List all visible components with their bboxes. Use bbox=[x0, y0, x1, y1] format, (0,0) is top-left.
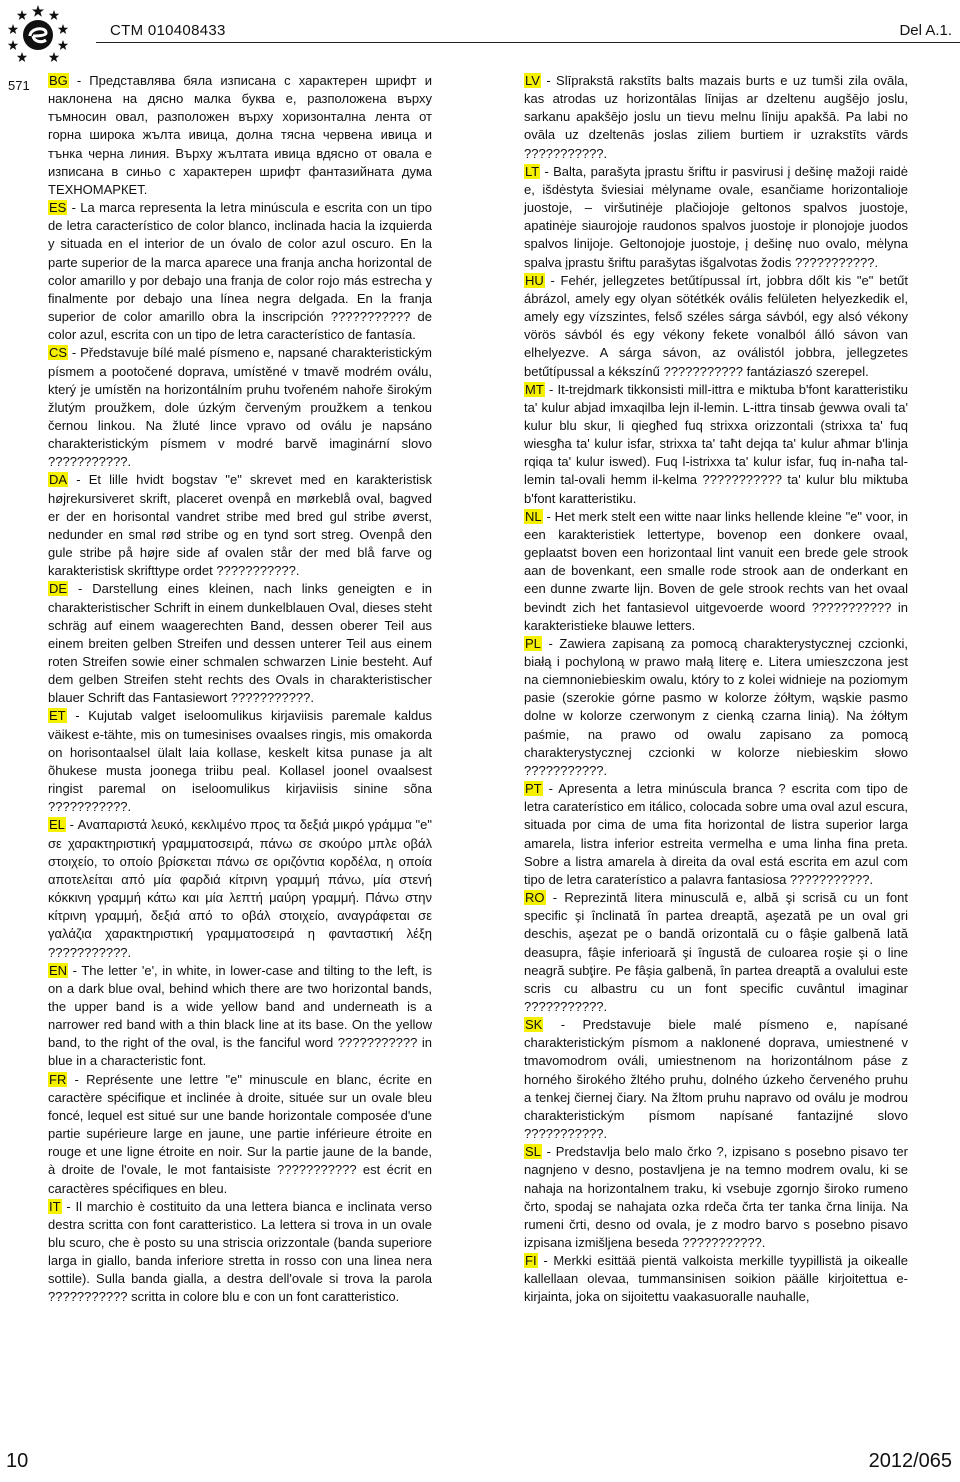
language-tag: LV bbox=[525, 73, 540, 88]
description-fr bbox=[48, 1071, 432, 1198]
description-text: - Αναπαριστά λευκό, κεκλιμένο προς τα δεξιά μικρό γράμμα "e" σε χαρακτηριστική γραμματοσειρά, πάνω σε σκούρο μπλε οβάλ στοιχείο, το οποίο βρίσκεται πάνω σε οριζόντια κορδέλα, η οποία αποτελείται από μία φαρδιά κίτρινη γραμμή πάνω, μία στενή κόκκινη γραμμή κάτω και μία λεπτή μαύρη γραμμή. Πάνω στην κίτρινη γραμμή, δεξιά από το οβάλ στοιχείο, αναγράφεται σε γαλάζια χαρακτηριστική γραμματοσειρά η φανταστική λέξη ???????????. bbox=[48, 817, 432, 960]
entry-number: 571 bbox=[8, 78, 30, 93]
description-cs bbox=[48, 344, 432, 471]
bulletin-issue: 2012/065 bbox=[868, 1450, 952, 1472]
description-sl bbox=[524, 1143, 908, 1252]
header-divider bbox=[96, 42, 960, 43]
language-tag: SL bbox=[525, 1144, 541, 1160]
language-tag: SK bbox=[525, 1017, 543, 1033]
description-sk bbox=[524, 1016, 908, 1143]
description-text: - Merkki esittää pientä valkoista merkille tyypillistä ja oikealle kallellaan olevaa, tummansinisen soikion päälle kirjoitettua e-kirjainta, joka on sijoitettu vaakasuoralle nauhalle, bbox=[524, 1253, 908, 1305]
language-tag: PT bbox=[525, 781, 542, 797]
description-text: - The letter 'e', in white, in lower-case and tilting to the left, is on a dark blue oval, behind which there are two horizontal bands, the upper band is a wide yellow band and underneath is a narrower red band with a thin black line at its base. On the yellow band, to the right of the oval, is the fanciful word ??????????? in blue in a characteristic font. bbox=[48, 962, 432, 1069]
language-tag: IT bbox=[49, 1198, 61, 1214]
description-ro bbox=[524, 889, 908, 1016]
description-nl bbox=[524, 508, 908, 635]
description-et bbox=[48, 707, 432, 816]
language-tag: RO bbox=[525, 890, 545, 906]
description-text: - Darstellung eines kleinen, nach links geneigten e in charakteristischer Schrift in einem dunkelblauen Oval, dieses steht schräg auf einem waagerechten Band, dessen oberer Teil aus einem breiten gelben Streifen und dessen unterer Teil aus einem roten Streifen sowie einer schmalen schwarzen Linie besteht. Auf dem gelben Streifen steht rechts des Ovals in charakteristischer blauer Schrift das Fantasiewort ???????????. bbox=[48, 581, 432, 706]
description-text: - Представлява бяла изписана с характерен шрифт и наклонена на дясно малка буква е, разположена върху тъмносин овал, разположен върху хоризонтална лента от горна широка жълта ивица, долна тясна червена ивица и тънка черна линия. Върху жълтата ивица вдясно от овала е изписана в синьо с характерен шрифт фантазийната дума ТЕХНОМАРКЕТ. bbox=[48, 73, 432, 197]
description-text: - Zawiera zapisaną za pomocą charakterystycznej czcionki, białą i pochyloną w prawo małą literę e. Litera umieszczona jest na ciemnoniebieskim owalu, który to z kolei widnieje na poziomym pasie (szerokie górne pasmo w kolorze żółtym, wąskie pasmo dolne w kolorze czerwonym z cienką czarna linią). Na żółtym paśmie, na prawo od owalu zapisano za pomocą charakterystycznej czcionki w kolorze niebieskim słowo ???????????. bbox=[524, 635, 908, 778]
description-text: - Slīprakstā rakstīts balts mazais burts e uz tumši zila ovāla, kas atrodas uz horizontālas līnijas ar dzeltenu augšējo joslu, sarkanu apakšējo joslu un tievu melnu līniju apakšā. Pa labi no ovāla uz dzeltenās joslas ziliem burtiem ir uzrakstīts vārds ???????????. bbox=[524, 73, 908, 161]
language-tag: EL bbox=[49, 817, 65, 833]
language-tag: FI bbox=[525, 1253, 537, 1269]
language-tag: CS bbox=[49, 345, 68, 361]
language-tag: BG bbox=[49, 73, 68, 88]
description-text: - Reprezintă litera minusculă e, albă şi scrisă cu un font specific şi înclinată în partea dreaptă, aşezată pe un oval gri deschis, aşezat pe o bandă orizontală cu o fâşie galbenă lată deasupra, fâşie inferioară şi îngustă de culoarea roşie şi o line neagră subţire. Pe fâşia galbenă, în partea dreaptă a ovalului este scris cu albastru cu un font specific cuvântul imaginar ???????????. bbox=[524, 890, 908, 1014]
language-tag: DE bbox=[49, 581, 68, 597]
description-text: - Il marchio è costituito da una lettera bianca e inclinata verso destra scritta con font caratteristico. La lettera si trova in un ovale blu scuro, che è posto su una striscia orizzontale (banda superiore larga in giallo, banda inferiore stretta in rosso con una linea nera sottile). Sulla banda gialla, a destra dell'ovale si trova la parola ??????????? scritta in colore blu e con un font caratteristico. bbox=[48, 1198, 432, 1305]
description-lt bbox=[524, 163, 908, 272]
language-tag: FR bbox=[49, 1071, 67, 1087]
page-number: 10 bbox=[6, 1450, 29, 1472]
language-tag: LT bbox=[525, 163, 540, 179]
section-reference: Del A.1. bbox=[899, 22, 952, 39]
language-tag: MT bbox=[525, 381, 544, 397]
description-text: - Balta, parašyta įprastu šriftu ir pasvirusi į dešinę mažoji raidė e, išdėstyta šviesiai mėlyname ovale, esančiame horizontalioje juostoje, – viršutinėje plačiojoje geltonos spalvos juostoje, apatinėje siaurojoje raudonos spalvos juostoje ir plonojoje juodos spalvos linijoje. Geltonojoje juostoje, į dešinę nuo ovalo, mėlyna spalva įprastu šriftu parašytas išgalvotas žodis ???????????. bbox=[524, 163, 908, 270]
language-tag: PL bbox=[525, 635, 541, 651]
description-bg bbox=[48, 72, 432, 199]
description-it bbox=[48, 1198, 432, 1307]
description-el bbox=[48, 816, 432, 961]
language-tag: DA bbox=[49, 472, 68, 488]
description-en bbox=[48, 962, 432, 1071]
description-hu bbox=[524, 272, 908, 381]
description-lv bbox=[524, 72, 908, 163]
description-text: - Kujutab valget iseloomulikus kirjaviisis paremale kaldus väikest e-tähte, mis on tumesinises ovaalses ringis, mis omakorda on horisontaalsel ülalt laia kollase, keskelt kitsa punase ja alt õhukese musta joonega triibu peal. Kollasel joonel ovaalsest ringist paremal on iseloomulikus kirjaviisis sinine sõna ???????????. bbox=[48, 708, 432, 815]
description-fi bbox=[524, 1252, 908, 1306]
description-text: - Představuje bílé malé písmeno e, napsané charakteristickým písmem a pootočené doprava, umístěné v tmavě modrém oválu, který je umístěn na horizontálním pruhu tvořeném nahoře širokým žlutým proužkem, dole úzkým červeným proužkem a tenkou černou linkou. Na žluté lince vpravo od oválu je napsáno charakteristickým písmem v modré barvě imaginární slovo ???????????. bbox=[48, 345, 432, 470]
description-text: - Fehér, jellegzetes betűtípussal írt, jobbra dőlt kis "e" betűt ábrázol, amely egy olyan sötétkék ovális felületen helyezkedik el, amely egy vízszintes, felső széles sárga sávból, egy alsó vékony vörös sávból és egy vékony fekete vonalból álló sávon van elhelyezve. A sárga sávon, az oválistól jobbra, jellegzetes betűtípussal a kékszínű ??????????? fantáziaszó szerepel. bbox=[524, 272, 908, 379]
left-column bbox=[48, 72, 432, 1307]
description-es bbox=[48, 199, 432, 344]
description-text: - La marca representa la letra minúscula e escrita con un tipo de letra característico de color blanco, inclinada hacia la izquierda y situada en el interior de un óvalo de color azul oscuro. En la parte superior de la marca aparece una franja ancha horizontal de color amarillo y por debajo una franja de color rojo más estrecha y finalmente por debajo una línea negra delgada. En la franja superior de color amarillo obra la inscripción ??????????? de color azul, escrita con un tipo de letra característico de fantasía. bbox=[48, 200, 432, 343]
language-tag: ET bbox=[49, 708, 66, 724]
description-de bbox=[48, 580, 432, 707]
description-text: - Het merk stelt een witte naar links hellende kleine "e" voor, in een karakteristiek lettertype, bovenop een donkere ovaal, geplaatst boven een horizontaal lint vanuit een brede gele strook aan de bovenkant, een smalle rode strook aan de onderkant en een dunne zwarte lijn. Boven de gele strook rechts van het ovaal bevindt zich het fantasievol uitgevoerde woord ??????????? in karakteristieke blauwe letters. bbox=[524, 508, 908, 633]
language-tag: ES bbox=[49, 200, 67, 216]
description-mt bbox=[524, 381, 908, 508]
language-tag: EN bbox=[49, 962, 68, 978]
language-tag: HU bbox=[525, 272, 544, 288]
language-tag: NL bbox=[525, 508, 542, 524]
description-pt bbox=[524, 780, 908, 889]
description-text: - Et lille hvidt bogstav "e" skrevet med en karakteristisk højrekursiveret skrift, placeret ovenpå en mørkeblå oval, bagved er der en horisontal vandret stribe med bred gul stribe øverst, nedunder en smal rød stribe og en tynd sort streg. Ovenpå den gule stribe på højre side af ovalen står der med blå farve og karakteristisk skrifttype ordet ???????????. bbox=[48, 472, 432, 579]
description-text: - It-trejdmark tikkonsisti mill-ittra e miktuba b'font karatteristiku ta' kulur abjad imxaqilba lejn il-lemin. L-ittra tinsab ġewwa ovali ta' kulur blu skur, li qiegħed fuq strixxa orizzontali (strixxa ta' fuq wiesgħa ta' kulur isfar, strixxa ta' taħt dejqa ta' kulur aħmar b'linja rqiqa ta' kulur iswed). Fuq l-istrixxa ta' kulur isfar, fuq in-naħa tal-lemin tal-ovali hemm il-kelma ??????????? ta' kulur blu miktuba b'font karatteristiku. bbox=[524, 381, 908, 506]
description-text: - Predstavlja belo malo črko ?, izpisano s posebno pisavo ter nagnjeno v desno, postavljena je na temno modrem ovalu, ki se nahaja na horizontalnem traku, ki vsebuje zgornjo široko rumeno črto, spodaj se nahajata ozka rdeča črta ter tanka črna linija. Na rumeni črti, desno od ovala, je z modro barvo s posebno pisavo izpisana izmišljena beseda ???????????. bbox=[524, 1144, 908, 1250]
right-column bbox=[524, 72, 908, 1307]
description-da bbox=[48, 471, 432, 580]
logo-graphic bbox=[6, 2, 70, 66]
document-id: CTM 010408433 bbox=[110, 22, 226, 39]
description-text: - Apresenta a letra minúscula branca ? escrita com tipo de letra caraterístico em itálico, colocada sobre uma oval azul escura, situada por cima de uma fita horizontal de listra superior larga amarela, listra inferior estreita vermelha e uma linha fina preta. Sobre a listra amarela à direita da oval está escrita em azul com tipo de letra caraterístico a palavra fantasiosa ???????????. bbox=[524, 781, 908, 887]
description-text: - Predstavuje biele malé písmeno e, napísané charakteristickým písmom a naklonené doprava, umiestnené v tmavomodrom ováli, umiestnenom na horizontálnom páse z horného širokého žltého pruhu, dolného úzkeho červeného pruhu a tenkej čiernej čiary. Na žltom pruhu napravo od oválu je modrou charakteristickým písmom napísané fantazijné slovo ???????????. bbox=[524, 1017, 908, 1142]
description-pl bbox=[524, 635, 908, 780]
euipo-logo bbox=[6, 2, 70, 66]
description-text: - Représente une lettre "e" minuscule en blanc, écrite en caractère spécifique et inclinée à droite, située sur un ovale bleu foncé, lequel est situé sur une bande horizontale composée d'une partie supérieure large en jaune, une partie inférieure étroite en rouge et une ligne étroite en noir. Sur la partie jaune de la bande, à droite de l'ovale, le mot fantaisiste ??????????? est écrit en caractères spécifiques en bleu. bbox=[48, 1071, 432, 1196]
